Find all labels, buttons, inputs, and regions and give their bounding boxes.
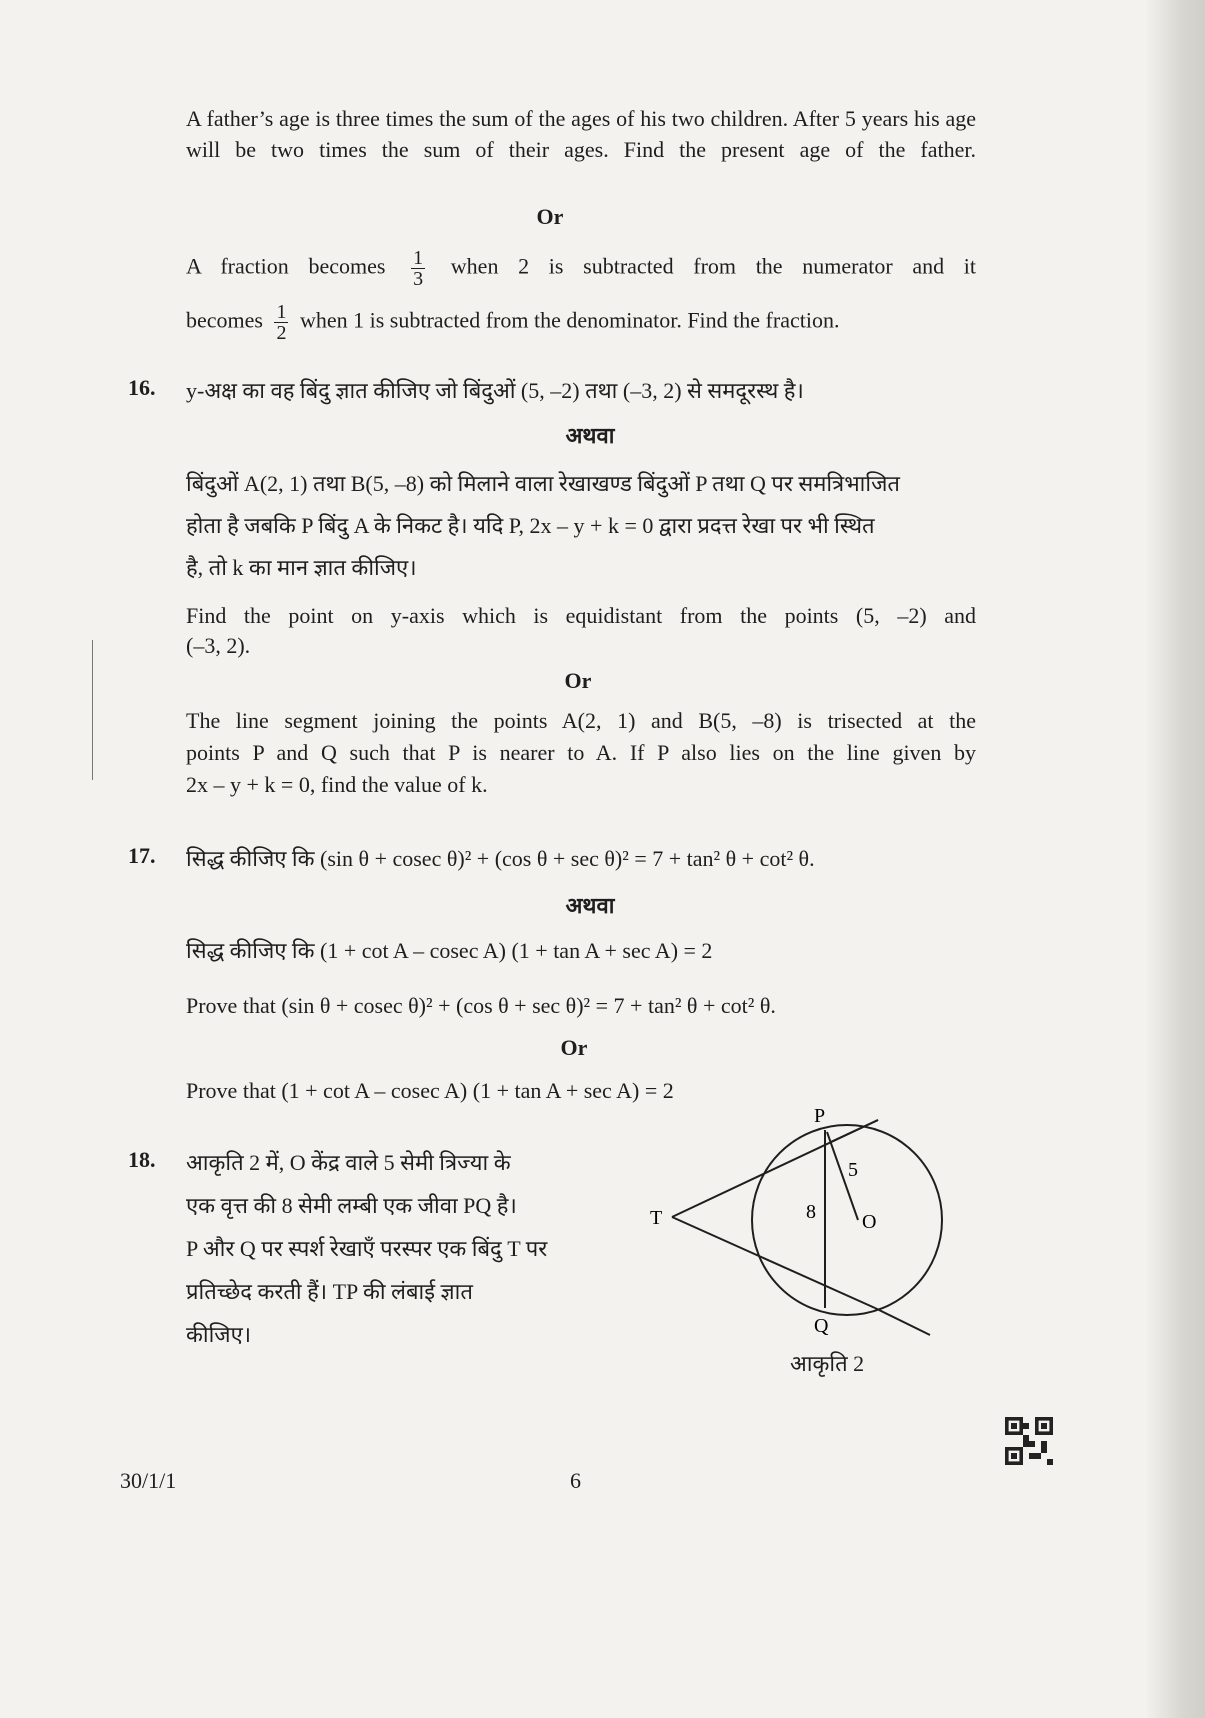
q16-hindi-text: y-अक्ष का वह बिंदु ज्ञात कीजिए जो बिंदुओं (5, –2) तथा (–3, 2) से समदूरस्थ है। <box>186 378 804 403</box>
frac-num: 1 <box>413 247 424 269</box>
label-T: T <box>650 1207 663 1229</box>
paper-code: 30/1/1 <box>120 1468 177 1493</box>
q15-text: A father’s age is three times the sum of the ages of his two children. After 5 years his age will be two times the sum of their ages. Find the present age of the father. <box>186 106 976 162</box>
q17-hindi-alt <box>186 935 976 966</box>
fraction-one-third <box>411 248 425 289</box>
q17-english-line <box>186 990 976 1021</box>
q16-english-alt-3: 2x – y + k = 0, find the value of k. <box>186 772 488 797</box>
q16-number: 16. <box>128 375 156 400</box>
q17-hindi-prefix: सिद्ध कीजिए कि <box>186 846 315 871</box>
q15-alt-line1-b: when 2 is subtracted from the numerator and it <box>450 253 977 279</box>
q15-alt-line2-b: when 1 is subtracted from the denominator. Find the fraction. <box>299 307 840 333</box>
label-P: P <box>814 1105 826 1127</box>
q15-or: Or <box>536 204 564 229</box>
circle <box>752 1125 942 1315</box>
figure-2-diagram <box>640 1090 950 1380</box>
q18-hindi-2: एक वृत्त की 8 सेमी लम्बी एक जीवा PQ है। <box>186 1193 517 1218</box>
q15-alt-line2 <box>186 302 976 343</box>
label-O: O <box>862 1211 877 1233</box>
q18-hindi-5: कीजिए। <box>186 1322 252 1347</box>
q17-number: 17. <box>128 843 156 868</box>
margin-rule <box>92 640 93 780</box>
frac-num: 1 <box>276 301 287 323</box>
tangent-extension-Q <box>875 1308 930 1335</box>
q17-english-formula-2: (1 + cot A – cosec A) (1 + tan A + sec A) = 2 <box>281 1078 674 1103</box>
tangent-TQ <box>672 1217 875 1308</box>
q17-hindi-alt-prefix: सिद्ध कीजिए कि <box>186 938 315 963</box>
q16-english-alt-1: The line segment joining the points A(2, 1) and B(5, –8) is trisected at the <box>186 708 976 733</box>
q16-hindi-alt-2: होता है जबकि P बिंदु A के निकट है। यदि P, 2x – y + k = 0 द्वारा प्रदत्त रेखा पर भी स्थित <box>186 513 875 538</box>
q18-number: 18. <box>128 1147 156 1172</box>
label-Q: Q <box>814 1315 829 1337</box>
tangent-extension-P <box>830 1120 878 1142</box>
qr-code-icon <box>1005 1417 1053 1465</box>
figure-caption: आकृति 2 <box>790 1351 865 1376</box>
q15-alt-line2-a: becomes <box>186 307 263 333</box>
frac-den: 3 <box>413 268 424 290</box>
q15-alt-line1 <box>186 248 976 289</box>
frac-den: 2 <box>276 322 287 344</box>
q16-hindi-alt-1: बिंदुओं A(2, 1) तथा B(5, –8) को मिलाने वाला रेखाखण्ड बिंदुओं P तथा Q पर समत्रिभाजित <box>186 471 900 496</box>
q18-hindi-3: P और Q पर स्पर्श रेखाएँ परस्पर एक बिंदु T पर <box>186 1236 548 1261</box>
q17-hindi-line <box>186 843 976 874</box>
label-chord: 8 <box>806 1201 816 1223</box>
q17-english-formula-1: (sin θ + cosec θ)² + (cos θ + sec θ)² = 7 + tan² θ + cot² θ. <box>281 993 776 1018</box>
q16-english-or: Or <box>564 668 592 693</box>
q17-formula-2: (1 + cot A – cosec A) (1 + tan A + sec A) = 2 <box>320 938 713 963</box>
page-number: 6 <box>570 1468 581 1493</box>
q16-english-alt-2: points P and Q such that P is nearer to A. If P also lies on the line given by <box>186 740 976 765</box>
q17-english-alt-prefix: Prove that <box>186 1078 276 1103</box>
q15-alt-line1-a: A fraction becomes <box>186 253 386 279</box>
page-edge-shadow <box>1145 0 1205 1718</box>
q17-english-or: Or <box>560 1035 588 1060</box>
q16-hindi-alt-3: है, तो k का मान ज्ञात कीजिए। <box>186 555 417 580</box>
q18-hindi-1: आकृति 2 में, O केंद्र वाले 5 सेमी त्रिज्या के <box>186 1150 511 1175</box>
q16-hindi-or: अथवा <box>565 423 615 448</box>
q18-hindi-4: प्रतिच्छेद करती हैं। TP की लंबाई ज्ञात <box>186 1279 473 1304</box>
fraction-one-half <box>274 302 288 343</box>
q17-hindi-or: अथवा <box>565 893 615 918</box>
q16-english-text-1: Find the point on y-axis which is equidistant from the points (5, –2) and <box>186 603 976 628</box>
q16-english-text-2: (–3, 2). <box>186 633 251 658</box>
q17-english-prefix: Prove that <box>186 993 276 1018</box>
label-radius: 5 <box>848 1159 858 1181</box>
q17-formula-1: (sin θ + cosec θ)² + (cos θ + sec θ)² = 7 + tan² θ + cot² θ. <box>320 846 815 871</box>
